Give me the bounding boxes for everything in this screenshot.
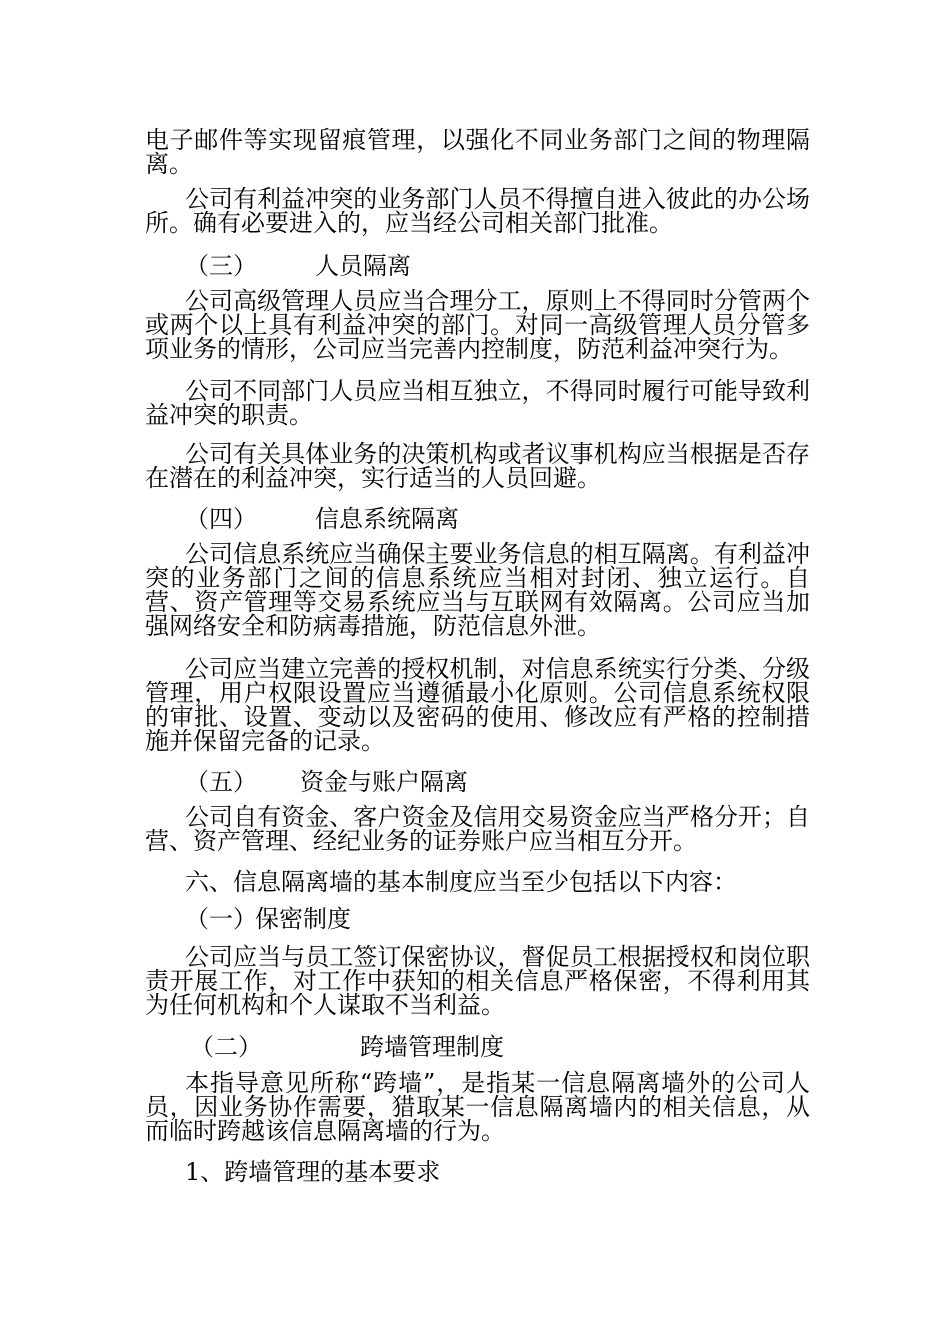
heading-text: 人员隔离 [315,252,411,280]
heading-number: （四） [185,505,257,533]
paragraph-physical-isolation-end: 电子邮件等实现留痕管理，以强化不同业务部门之间的物理隔离。 [145,126,810,178]
paragraph-decision-recusal: 公司有关具体业务的决策机构或者议事机构应当根据是否存在潜在的利益冲突，实行适当的人员回避。 [145,440,810,492]
paragraph-office-access: 公司有利益冲突的业务部门人员不得擅自进入彼此的办公场所。确有必要进入的，应当经公司相关部门批准。 [145,185,810,237]
paragraph-funds-separation: 公司自有资金、客户资金及信用交易资金应当严格分开；自营、资产管理、经纪业务的证券账户应当相互分开。 [145,803,810,855]
heading-text: 跨墙管理制度 [360,1033,504,1061]
heading-number: （五） [185,768,257,796]
heading-text: 资金与账户隔离 [300,768,468,796]
paragraph-confidentiality: 公司应当与员工签订保密协议，督促员工根据授权和岗位职责开展工作，对工作中获知的相关信息严格保密，不得利用其为任何机构和个人谋取不当利益。 [145,943,810,1019]
paragraph-executive-division: 公司高级管理人员应当合理分工，原则上不得同时分管两个或两个以上具有利益冲突的部门。对同一高级管理人员分管多项业务的情形，公司应当完善内控制度，防范利益冲突行为。 [145,287,810,363]
heading-number: （一） [185,905,257,933]
heading-number: （三） [185,252,257,280]
paragraph-wall-crossing-requirements: 1、跨墙管理的基本要求 [185,1158,441,1186]
paragraph-wall-crossing-definition: 本指导意见所称“跨墙”，是指某一信息隔离墙外的公司人员，因业务协作需要，猎取某一信息隔离墙内的相关信息，从而临时跨越该信息隔离墙的行为。 [145,1069,810,1145]
paragraph-department-independence: 公司不同部门人员应当相互独立，不得同时履行可能导致利益冲突的职责。 [145,377,810,429]
heading-text: 信息系统隔离 [315,505,459,533]
paragraph-authorization: 公司应当建立完善的授权机制，对信息系统实行分类、分级管理，用户权限设置应当遵循最小化原则。公司信息系统权限的审批、设置、变动以及密码的使用、修改应有严格的控制措施并保留完备的记录。 [145,655,810,755]
paragraph-section-six: 六、信息隔离墙的基本制度应当至少包括以下内容： [185,868,737,896]
heading-number: （二） [190,1033,262,1061]
heading-text: 保密制度 [255,905,351,933]
paragraph-info-system: 公司信息系统应当确保主要业务信息的相互隔离。有利益冲突的业务部门之间的信息系统应当相对封闭、独立运行。自营、资产管理等交易系统应当与互联网有效隔离。公司应当加强网络安全和防病毒措施，防范信息外泄。 [145,540,810,640]
